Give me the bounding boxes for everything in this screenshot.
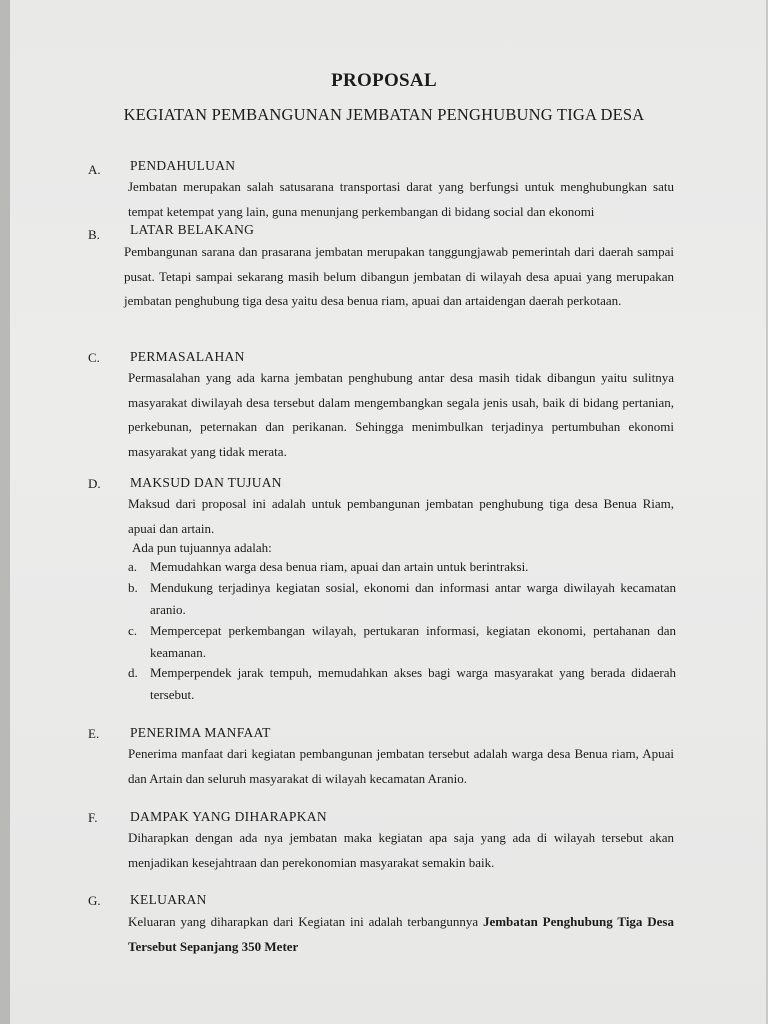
list-item <box>128 577 676 621</box>
section-c-text: Permasalahan yang ada karna jembatan penghubung antar desa masih tidak dibangun yaitu sulitnya masyarakat diwilayah desa tersebut dalam mengembangkan segala jenis usah, baik di bidang pertanian, perkebunan, peternakan dan perikanan. Sehingga menimbulkan terjadinya pertumbuhan ekonomi masyarakat yang tidak merata. <box>128 370 674 459</box>
list-marker: c. <box>128 623 138 638</box>
section-a-text: Jembatan merupakan salah satusarana transportasi darat yang berfungsi untuk menghubungkan satu tempat ketempat yang lain, guna menunjang perkembangan di bidang social dan ekonomi <box>128 179 674 219</box>
list-item <box>128 620 676 664</box>
list-marker: d. <box>128 665 138 680</box>
section-f-letter: F. <box>88 810 98 825</box>
section-c-letter: C. <box>88 350 100 365</box>
document-subtitle: KEGIATAN PEMBANGUNAN JEMBATAN PENGHUBUNG TIGA DESA <box>123 105 645 124</box>
list-marker: a. <box>128 559 138 574</box>
section-e-text: Penerima manfaat dari kegiatan pembangunan jembatan tersebut adalah warga desa Benua riam, Apuai dan Artain dan seluruh masyarakat di wilayah kecamatan Aranio. <box>128 746 674 786</box>
list-item <box>128 662 676 706</box>
section-d-heading: MAKSUD DAN TUJUAN <box>130 475 282 490</box>
list-item <box>128 556 676 578</box>
list-item-text: Memudahkan warga desa benua riam, apuai dan artain untuk berintraksi. <box>150 559 529 574</box>
section-g-text-plain: Keluaran yang diharapkan dari Kegiatan ini adalah terbangunnya <box>128 914 483 929</box>
section-g-heading: KELUARAN <box>130 892 207 907</box>
section-a-heading: PENDAHULUAN <box>130 158 236 173</box>
section-e-letter: E. <box>88 726 100 741</box>
section-b-heading: LATAR BELAKANG <box>130 222 255 237</box>
section-f-heading: DAMPAK YANG DIHARAPKAN <box>130 809 327 824</box>
section-g-text <box>128 910 674 959</box>
section-g-text-bold: Jembatan Penghubung Tiga Desa Tersebut Sepanjang 350 Meter <box>128 914 674 954</box>
section-g-letter: G. <box>88 893 101 908</box>
section-e-heading: PENERIMA MANFAAT <box>130 725 271 740</box>
section-f-text: Diharapkan dengan ada nya jembatan maka kegiatan apa saja yang ada di wilayah tersebut akan menjadikan kesejahtraan dan perekonomian masyarakat semakin baik. <box>128 830 674 870</box>
section-b-letter: B. <box>88 227 100 242</box>
list-item-text: Mendukung terjadinya kegiatan sosial, ekonomi dan informasi antar warga diwilayah kecamatan aranio. <box>150 580 676 617</box>
section-d-text: Maksud dari proposal ini adalah untuk pembangunan jembatan penghubung tiga desa Benua Riam, apuai dan artain. <box>128 496 674 536</box>
section-c-heading: PERMASALAHAN <box>130 349 245 364</box>
list-item-text: Memperpendek jarak tempuh, memudahkan akses bagi warga masyarakat yang berada didaerah tersebut. <box>150 665 676 702</box>
section-b-text: Pembangunan sarana dan prasarana jembatan merupakan tanggungjawab pemerintah dari daerah sampai pusat. Tetapi sampai sekarang masih belum dibangun jembatan di wilayah desa apuai yang merupakan jembatan penghubung tiga desa yaitu desa benua riam, apuai dan artaidengan daerah perkotaan. <box>124 244 674 308</box>
section-a-letter: A. <box>88 162 101 177</box>
list-marker: b. <box>128 580 138 595</box>
document-title: PROPOSAL <box>331 70 437 91</box>
page-shadow <box>0 0 10 1024</box>
list-item-text: Mempercepat perkembangan wilayah, pertukaran informasi, kegiatan ekonomi, pertahanan dan keamanan. <box>150 623 676 660</box>
section-d-intro: Ada pun tujuannya adalah: <box>132 540 272 555</box>
section-d-letter: D. <box>88 476 101 491</box>
